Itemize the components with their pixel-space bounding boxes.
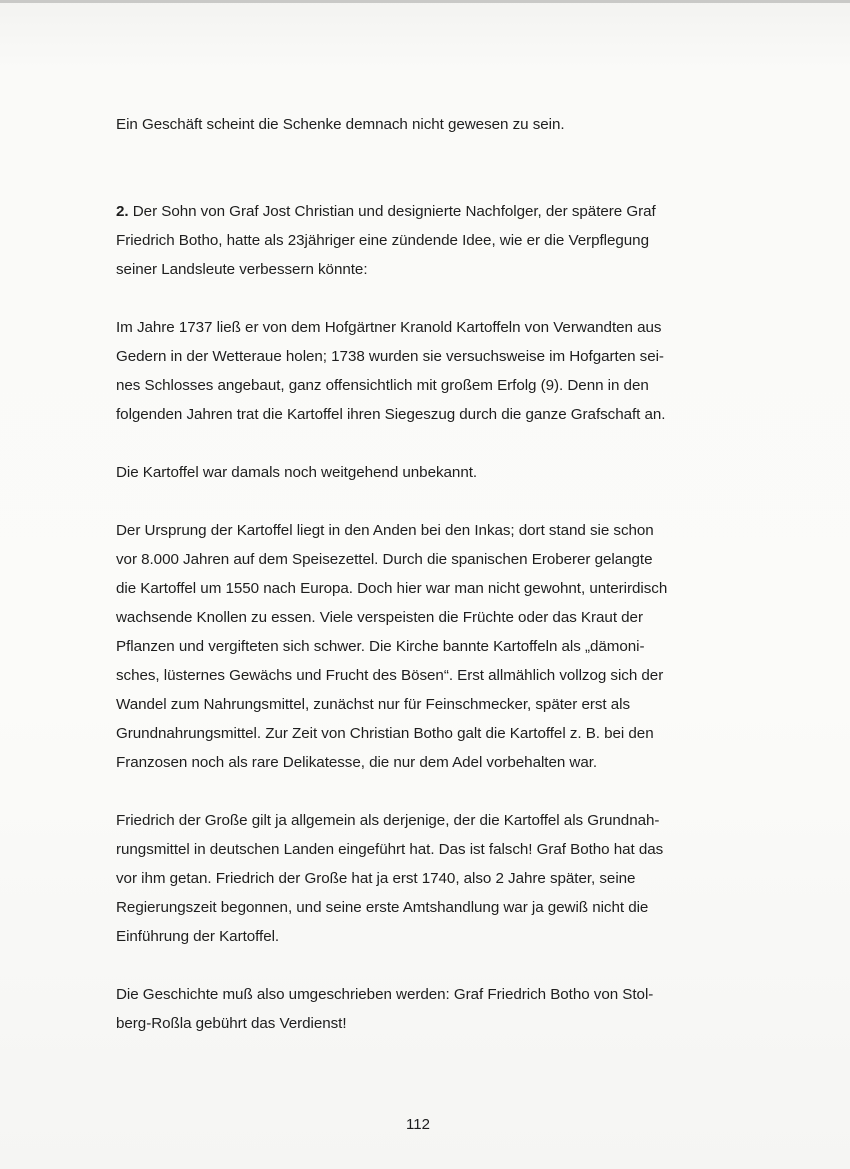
text-line: Friedrich der Große gilt ja allgemein als derjenige, der die Kartoffel als Grundnah- xyxy=(116,812,660,829)
text-line: wachsende Knollen zu essen. Viele verspeisten die Früchte oder das Kraut der xyxy=(116,609,643,626)
text-line: Der Ursprung der Kartoffel liegt in den Anden bei den Inkas; dort stand sie schon xyxy=(116,522,654,539)
text-line: nes Schlosses angebaut, ganz offensichtlich mit großem Erfolg (9). Denn in den xyxy=(116,377,649,394)
paragraph-3 xyxy=(116,313,726,429)
text-line: Wandel zum Nahrungsmittel, zunächst nur für Feinschmecker, später erst als xyxy=(116,696,631,713)
paragraph-2 xyxy=(116,197,726,284)
text-line: Pflanzen und vergifteten sich schwer. Die Kirche bannte Kartoffeln als „dämoni- xyxy=(116,638,645,655)
text-line: Grundnahrungsmittel. Zur Zeit von Christian Botho galt die Kartoffel z. B. bei den xyxy=(116,725,654,742)
text-line: seiner Landsleute verbessern könnte: xyxy=(116,261,368,278)
paragraph-1 xyxy=(116,110,726,139)
text-line: Die Geschichte muß also umgeschrieben werden: Graf Friedrich Botho von Stol- xyxy=(116,986,654,1003)
page-number: 112 xyxy=(406,1116,430,1133)
paragraph-6 xyxy=(116,806,726,951)
text-line: vor 8.000 Jahren auf dem Speisezettel. Durch die spanischen Eroberer gelangte xyxy=(116,551,653,568)
body-text xyxy=(116,110,726,1038)
text-line: folgenden Jahren trat die Kartoffel ihren Siegeszug durch die ganze Grafschaft an. xyxy=(116,406,666,423)
text-line: Ein Geschäft scheint die Schenke demnach nicht gewesen zu sein. xyxy=(116,116,565,133)
text-line: sches, lüsternes Gewächs und Frucht des Bösen“. Erst allmählich vollzog sich der xyxy=(116,667,664,684)
text-line: Der Sohn von Graf Jost Christian und designierte Nachfolger, der spätere Graf xyxy=(132,203,656,220)
scan-edge xyxy=(0,0,850,3)
text-line: die Kartoffel um 1550 nach Europa. Doch hier war man nicht gewohnt, unterirdisch xyxy=(116,580,668,597)
text-line: Gedern in der Wetteraue holen; 1738 wurden sie versuchsweise im Hofgarten sei- xyxy=(116,348,664,365)
text-line: Die Kartoffel war damals noch weitgehend unbekannt. xyxy=(116,464,478,481)
section-number: 2. xyxy=(116,203,129,220)
text-line: Friedrich Botho, hatte als 23jähriger eine zündende Idee, wie er die Verpflegung xyxy=(116,232,649,249)
paragraph-5 xyxy=(116,516,726,777)
text-line: Franzosen noch als rare Delikatesse, die nur dem Adel vorbehalten war. xyxy=(116,754,598,771)
text-line: vor ihm getan. Friedrich der Große hat ja erst 1740, also 2 Jahre später, seine xyxy=(116,870,636,887)
text-line: Einführung der Kartoffel. xyxy=(116,928,280,945)
text-line: berg-Roßla gebührt das Verdienst! xyxy=(116,1015,347,1032)
paragraph-7 xyxy=(116,980,726,1038)
text-line: Im Jahre 1737 ließ er von dem Hofgärtner Kranold Kartoffeln von Verwandten aus xyxy=(116,319,662,336)
text-line: rungsmittel in deutschen Landen eingeführt hat. Das ist falsch! Graf Botho hat das xyxy=(116,841,664,858)
text-line: Regierungszeit begonnen, und seine erste Amtshandlung war ja gewiß nicht die xyxy=(116,899,649,916)
paragraph-4 xyxy=(116,458,726,487)
